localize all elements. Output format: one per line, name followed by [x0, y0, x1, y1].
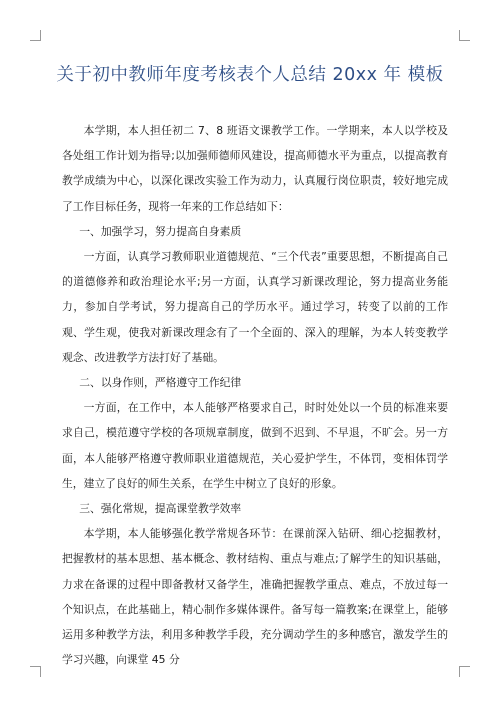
paragraph-section-2: 一方面，在工作中，本人能够严格要求自己，时时处处以一个员的标准来要求自己，模范遵守学校的各项规章制度，做到不迟到、不早退，不旷会。另一方面，本人能够严格遵守教师职业道德规范，关心爱护学生，不体罚，变相体罚学生，建立了良好的师生关系，在学生中树立了良好的形象。	[62, 401, 448, 490]
document-body	[62, 118, 448, 672]
crop-mark-bottom-left	[30, 666, 41, 677]
paragraph-section-1: 一方面，认真学习教师职业道德规范、“三个代表”重要思想，不断提高自己的道德修养和政治理论水平;另一方面，认真学习新课改理论，努力提高业务能力，参加自学考试，努力提高自己的学历水平。通过学习，转变了以前的工作观、学生观，使我对新课改理念有了一个全面的、深入的理解，为本人转变教学观念、改进教学方法打好了基础。	[62, 250, 448, 364]
paragraph-section-3: 本学期，本人能够强化教学常规各环节：在课前深入钻研、细心挖掘教材，把握教材的基本思想、基本概念、教材结构、重点与难点;了解学生的知识基础，力求在备课的过程中即备教材又备学生，准确把握教学重点、难点，不放过每一个知识点，在此基础上，精心制作多媒体课件。备写每一篇教案;在课堂上，能够运用多种教学方法，利用多种教学手段，充分调动学生的多种感官，激发学生的学习兴趣，向课堂 45 分	[62, 527, 448, 667]
paragraph-intro: 本学期，本人担任初二 7、8 班语文课教学工作。一学期来，本人以学校及各处组工作计划为指导;以加强师德师风建设，提高师德水平为重点，以提高教育教学成绩为中心，以深化课改实验工作为动力，认真履行岗位职责，较好地完成了工作目标任务，现将一年来的工作总结如下：	[62, 124, 448, 213]
crop-mark-bottom-right	[459, 666, 470, 677]
section-heading-2: 二、以身作则，严格遵守工作纪律	[79, 376, 242, 390]
document-title: 关于初中教师年度考核表个人总结 20xx 年 模板	[56, 65, 444, 85]
crop-mark-top-right	[459, 30, 470, 41]
section-heading-3: 三、强化常规，提高课堂教学效率	[79, 502, 242, 516]
section-heading-1: 一、加强学习，努力提高自身素质	[79, 224, 242, 238]
crop-mark-top-left	[30, 30, 41, 41]
